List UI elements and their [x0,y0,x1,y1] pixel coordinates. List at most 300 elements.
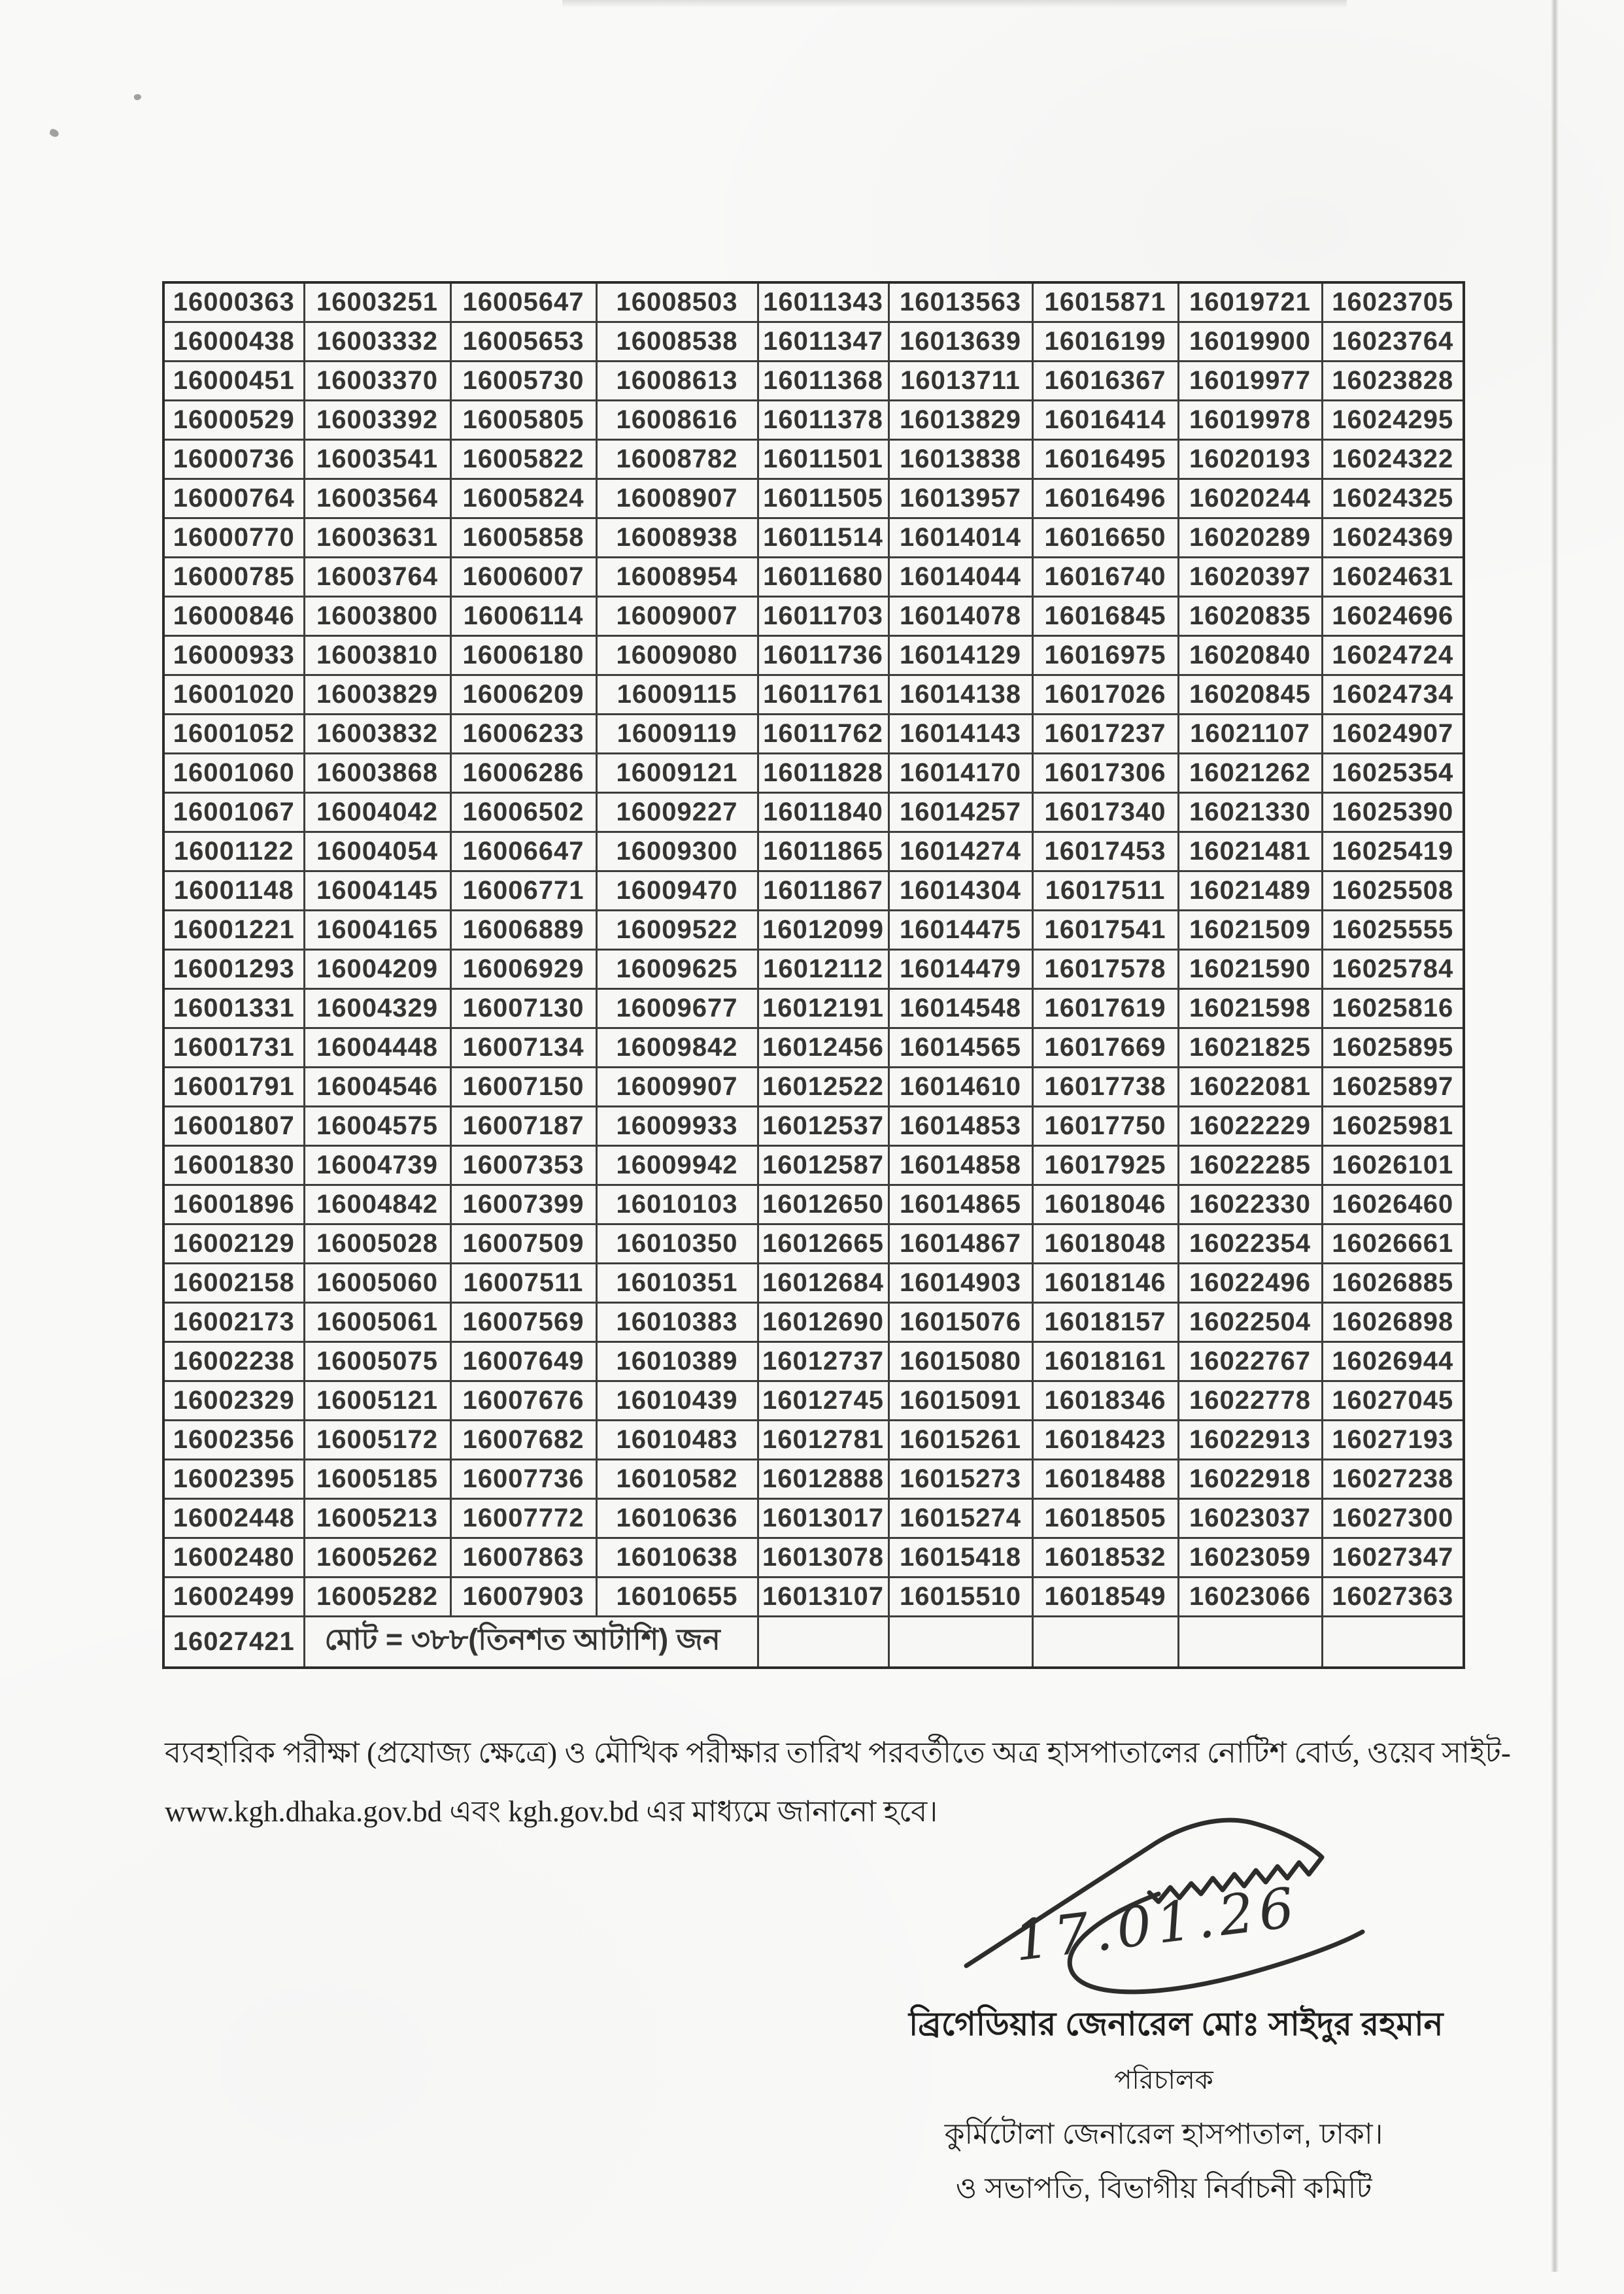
roll-cell: 16014858 [888,1146,1032,1185]
signature-date: 17.01.26 [1010,1875,1303,1974]
roll-cell: 16003564 [304,479,450,518]
roll-cell: 16005730 [450,362,596,401]
roll-cell: 16014143 [888,715,1032,754]
roll-cell: 16009942 [596,1146,758,1185]
roll-cell: 16024734 [1322,675,1464,715]
roll-cell: 16009625 [596,950,758,989]
roll-cell: 16003392 [304,401,450,440]
roll-cell: 16014565 [888,1028,1032,1068]
roll-cell: 16026944 [1322,1342,1464,1381]
roll-cell: 16008782 [596,440,758,479]
roll-cell: 16009119 [596,715,758,754]
roll-cell: 16017738 [1032,1068,1178,1107]
roll-cell: 16014548 [888,989,1032,1028]
roll-cell: 16011505 [758,479,888,518]
roll-cell: 16006007 [450,558,596,597]
roll-cell: 16027238 [1322,1460,1464,1499]
roll-row [163,362,1464,401]
signatory-details [909,1994,1444,2215]
roll-cell: 16015261 [888,1421,1032,1460]
roll-cell: 16010638 [596,1538,758,1577]
roll-cell: 16009121 [596,754,758,793]
roll-cell: 16005213 [304,1499,450,1538]
roll-cell: 16003370 [304,362,450,401]
signatory-designation: পরিচালক [1114,2066,1213,2095]
roll-row [163,1303,1464,1342]
roll-row [163,754,1464,793]
roll-cell: 16005028 [304,1224,450,1264]
roll-cell: 16022918 [1178,1460,1322,1499]
roll-cell: 16027347 [1322,1538,1464,1577]
roll-cell: 16000363 [163,282,304,322]
scan-speck [49,128,60,138]
roll-cell: 16011378 [758,401,888,440]
roll-cell: 16016199 [1032,322,1178,362]
roll-cell: 16027363 [1322,1577,1464,1617]
roll-cell: 16024724 [1322,636,1464,675]
roll-cell: 16002158 [163,1264,304,1303]
roll-cell: 16011828 [758,754,888,793]
roll-cell: 16023066 [1178,1577,1322,1617]
roll-cell: 16019977 [1178,362,1322,401]
roll-cell: 16022504 [1178,1303,1322,1342]
roll-cell: 16016495 [1032,440,1178,479]
empty-cell [888,1617,1032,1668]
roll-cell: 16014867 [888,1224,1032,1264]
roll-cell: 16022767 [1178,1342,1322,1381]
roll-cell: 16021489 [1178,871,1322,911]
roll-cell: 16003868 [304,754,450,793]
roll-cell: 16025419 [1322,832,1464,871]
roll-row [163,322,1464,362]
roll-cell: 16013711 [888,362,1032,401]
roll-cell: 16000785 [163,558,304,597]
roll-cell: 16018046 [1032,1185,1178,1224]
roll-cell: 16007676 [450,1381,596,1421]
roll-cell: 16009470 [596,871,758,911]
roll-cell: 16020397 [1178,558,1322,597]
roll-cell: 16000438 [163,322,304,362]
roll-cell: 16012522 [758,1068,888,1107]
roll-cell: 16025354 [1322,754,1464,793]
roll-cell: 16011865 [758,832,888,871]
roll-cell: 16010350 [596,1224,758,1264]
roll-cell: 16008613 [596,362,758,401]
roll-cell: 16025981 [1322,1107,1464,1146]
roll-row [163,597,1464,636]
roll-cell: 16021481 [1178,832,1322,871]
roll-cell: 16006771 [450,871,596,911]
roll-cell: 16008907 [596,479,758,518]
roll-row [163,675,1464,715]
roll-cell: 16012587 [758,1146,888,1185]
roll-cell: 16000736 [163,440,304,479]
roll-cell: 16011736 [758,636,888,675]
roll-cell: 16026101 [1322,1146,1464,1185]
roll-cell: 16010383 [596,1303,758,1342]
roll-row [163,1381,1464,1421]
roll-cell: 16005172 [304,1421,450,1460]
roll-cell: 16011762 [758,715,888,754]
roll-cell: 16026885 [1322,1264,1464,1303]
roll-row [163,636,1464,675]
roll-cell: 16006209 [450,675,596,715]
roll-cell: 16012737 [758,1342,888,1381]
roll-cell: 16016367 [1032,362,1178,401]
roll-cell: 16009677 [596,989,758,1028]
roll-cell: 16026661 [1322,1224,1464,1264]
roll-cell: 16001807 [163,1107,304,1146]
roll-cell: 16001896 [163,1185,304,1224]
roll-cell: 16011347 [758,322,888,362]
roll-cell: 16008616 [596,401,758,440]
roll-cell: 16001060 [163,754,304,793]
roll-cell: 16007134 [450,1028,596,1068]
roll-cell: 16003332 [304,322,450,362]
footer-note-line2: www.kgh.dhaka.gov.bd এবং kgh.gov.bd এর মাধ্যমে জানানো হবে। [165,1795,938,1828]
roll-cell: 16013957 [888,479,1032,518]
roll-cell: 16012191 [758,989,888,1028]
roll-cell: 16005121 [304,1381,450,1421]
roll-cell: 16024631 [1322,558,1464,597]
roll-cell: 16013838 [888,440,1032,479]
roll-cell: 16007569 [450,1303,596,1342]
roll-row [163,518,1464,558]
roll-cell: 16012781 [758,1421,888,1460]
signatory-name: ব্রিগেডিয়ার জেনারেল মোঃ সাইদুর রহমান [909,2006,1444,2042]
roll-row [163,1185,1464,1224]
roll-cell: 16005185 [304,1460,450,1499]
roll-cell: 16013078 [758,1538,888,1577]
roll-cell: 16012888 [758,1460,888,1499]
roll-cell: 16011501 [758,440,888,479]
roll-cell: 16009300 [596,832,758,871]
roll-row [163,479,1464,518]
roll-cell: 16017237 [1032,715,1178,754]
roll-cell: 16001148 [163,871,304,911]
roll-cell: 16006180 [450,636,596,675]
roll-cell: 16011703 [758,597,888,636]
roll-cell: 16011368 [758,362,888,401]
roll-cell: 16016740 [1032,558,1178,597]
roll-cell: 16018549 [1032,1577,1178,1617]
roll-cell: 16021598 [1178,989,1322,1028]
roll-cell: 16012690 [758,1303,888,1342]
roll-cell: 16004842 [304,1185,450,1224]
roll-cell: 16021262 [1178,754,1322,793]
roll-cell: 16000529 [163,401,304,440]
roll-cell: 16019721 [1178,282,1322,322]
roll-cell: 16015080 [888,1342,1032,1381]
roll-cell: 16021509 [1178,911,1322,950]
roll-cell: 16015091 [888,1381,1032,1421]
scan-top-smudge [562,0,1347,8]
roll-cell: 16013107 [758,1577,888,1617]
roll-row [163,989,1464,1028]
roll-cell: 16017925 [1032,1146,1178,1185]
roll-cell: 16027193 [1322,1421,1464,1460]
roll-row [163,1538,1464,1577]
roll-cell: 16016845 [1032,597,1178,636]
roll-cell: 16011840 [758,793,888,832]
roll-cell: 16010582 [596,1460,758,1499]
roll-cell: 16007772 [450,1499,596,1538]
roll-cell: 16004209 [304,950,450,989]
roll-cell: 16027045 [1322,1381,1464,1421]
roll-row [163,1499,1464,1538]
roll-cell: 16001830 [163,1146,304,1185]
roll-cell: 16000770 [163,518,304,558]
roll-cell: 16021825 [1178,1028,1322,1068]
scan-speck [133,93,142,101]
roll-cell: 16017541 [1032,911,1178,950]
roll-cell: 16007863 [450,1538,596,1577]
roll-cell: 16020193 [1178,440,1322,479]
roll-cell: 16017306 [1032,754,1178,793]
empty-cell [1032,1617,1178,1668]
roll-cell: 16014853 [888,1107,1032,1146]
roll-cell: 16010389 [596,1342,758,1381]
roll-row [163,871,1464,911]
roll-cell: 16013829 [888,401,1032,440]
roll-cell: 16010351 [596,1264,758,1303]
roll-cell: 16007511 [450,1264,596,1303]
roll-cell: 16012745 [758,1381,888,1421]
roll-cell: 16011761 [758,675,888,715]
roll-cell: 16011680 [758,558,888,597]
roll-cell: 16014304 [888,871,1032,911]
roll-cell: 16015418 [888,1538,1032,1577]
signatory-organization: কুর্মিটোলা জেনারেল হাসপাতাল, ঢাকা। [944,2118,1383,2150]
roll-cell: 16020289 [1178,518,1322,558]
roll-cell: 16005262 [304,1538,450,1577]
roll-cell: 16010483 [596,1421,758,1460]
roll-cell: 16007649 [450,1342,596,1381]
roll-cell: 16025390 [1322,793,1464,832]
roll-row [163,1146,1464,1185]
roll-cell: 16012684 [758,1264,888,1303]
roll-cell: 16006233 [450,715,596,754]
roll-cell: 16020835 [1178,597,1322,636]
roll-cell: 16003541 [304,440,450,479]
roll-cell: 16024322 [1322,440,1464,479]
roll-cell: 16003800 [304,597,450,636]
roll-cell: 16004165 [304,911,450,950]
roll-cell: 16021107 [1178,715,1322,754]
roll-cell: 16014014 [888,518,1032,558]
roll-cell: 16010636 [596,1499,758,1538]
roll-cell: 16000846 [163,597,304,636]
roll-cell: 16009007 [596,597,758,636]
roll-cell: 16006929 [450,950,596,989]
roll-cell: 16009522 [596,911,758,950]
roll-cell: 16025897 [1322,1068,1464,1107]
roll-cell: 16018505 [1032,1499,1178,1538]
roll-cell: 16019978 [1178,401,1322,440]
roll-cell: 16005647 [450,282,596,322]
roll-cell: 16000451 [163,362,304,401]
roll-cell: 16004739 [304,1146,450,1185]
roll-cell: 16014475 [888,911,1032,950]
roll-cell: 16024295 [1322,401,1464,440]
roll-cell: 16014610 [888,1068,1032,1107]
roll-row [163,282,1464,322]
roll-cell: 16009227 [596,793,758,832]
roll-row [163,1421,1464,1460]
roll-cell: 16003764 [304,558,450,597]
roll-cell: 16021330 [1178,793,1322,832]
roll-cell: 16001221 [163,911,304,950]
roll-cell: 16009907 [596,1068,758,1107]
roll-row [163,440,1464,479]
roll-cell: 16023037 [1178,1499,1322,1538]
roll-cell: 16009933 [596,1107,758,1146]
signatory-role: ও সভাপতি, বিভাগীয় নির্বাচনী কমিটি [955,2172,1372,2204]
roll-cell: 16011343 [758,282,888,322]
roll-cell: 16012456 [758,1028,888,1068]
roll-cell: 16025895 [1322,1028,1464,1068]
roll-cell: 16005653 [450,322,596,362]
roll-cell: 16014170 [888,754,1032,793]
roll-cell: 16012112 [758,950,888,989]
roll-cell: 16015273 [888,1460,1032,1499]
roll-cell: 16002395 [163,1460,304,1499]
roll-cell: 16000764 [163,479,304,518]
roll-cell: 16024907 [1322,715,1464,754]
roll-cell: 16014903 [888,1264,1032,1303]
roll-cell: 16006647 [450,832,596,871]
roll-cell: 16027300 [1322,1499,1464,1538]
roll-cell: 16016975 [1032,636,1178,675]
roll-cell: 16006114 [450,597,596,636]
roll-cell: 16005282 [304,1577,450,1617]
roll-cell: 16012099 [758,911,888,950]
roll-cell: 16027421 [163,1617,304,1668]
roll-cell: 16022285 [1178,1146,1322,1185]
roll-cell: 16010103 [596,1185,758,1224]
roll-cell: 16012537 [758,1107,888,1146]
roll-cell: 16004575 [304,1107,450,1146]
roll-cell: 16001122 [163,832,304,871]
roll-cell: 16018157 [1032,1303,1178,1342]
summary-row [163,1617,1464,1668]
roll-cell: 16007353 [450,1146,596,1185]
roll-cell: 16018488 [1032,1460,1178,1499]
roll-cell: 16016496 [1032,479,1178,518]
roll-row [163,1577,1464,1617]
roll-cell: 16017026 [1032,675,1178,715]
roll-cell: 16002238 [163,1342,304,1381]
roll-cell: 16024696 [1322,597,1464,636]
roll-cell: 16017619 [1032,989,1178,1028]
roll-cell: 16022496 [1178,1264,1322,1303]
roll-cell: 16023059 [1178,1538,1322,1577]
roll-cell: 16005075 [304,1342,450,1381]
roll-row [163,1028,1464,1068]
roll-cell: 16016414 [1032,401,1178,440]
roll-cell: 16017669 [1032,1028,1178,1068]
roll-cell: 16022354 [1178,1224,1322,1264]
roll-cell: 16014865 [888,1185,1032,1224]
roll-row [163,1068,1464,1107]
footer-note-line1: ব্যবহারিক পরীক্ষা (প্রযোজ্য ক্ষেত্রে) ও মৌখিক পরীক্ষার তারিখ পরবর্তীতে অত্র হাসপাতালের নোটিশ বোর্ড, ওয়েব সাইট- [165,1736,1511,1769]
roll-cell: 16016650 [1032,518,1178,558]
roll-cell: 16018161 [1032,1342,1178,1381]
roll-cell: 16008938 [596,518,758,558]
empty-cell [758,1617,888,1668]
roll-cell: 16001331 [163,989,304,1028]
roll-cell: 16002480 [163,1538,304,1577]
roll-cell: 16007399 [450,1185,596,1224]
roll-cell: 16006889 [450,911,596,950]
roll-cell: 16017453 [1032,832,1178,871]
roll-cell: 16014078 [888,597,1032,636]
roll-cell: 16005858 [450,518,596,558]
roll-cell: 16001020 [163,675,304,715]
roll-row [163,1460,1464,1499]
roll-number-table [162,281,1465,1669]
roll-cell: 16017750 [1032,1107,1178,1146]
roll-cell: 16025816 [1322,989,1464,1028]
roll-cell: 16003829 [304,675,450,715]
roll-cell: 16013017 [758,1499,888,1538]
roll-cell: 16020840 [1178,636,1322,675]
roll-cell: 16001052 [163,715,304,754]
roll-cell: 16014129 [888,636,1032,675]
roll-cell: 16002329 [163,1381,304,1421]
roll-cell: 16002173 [163,1303,304,1342]
roll-cell: 16002129 [163,1224,304,1264]
roll-cell: 16005805 [450,401,596,440]
roll-cell: 16011514 [758,518,888,558]
roll-cell: 16018532 [1032,1538,1178,1577]
roll-cell: 16015510 [888,1577,1032,1617]
roll-cell: 16006286 [450,754,596,793]
roll-cell: 16014044 [888,558,1032,597]
roll-cell: 16014138 [888,675,1032,715]
roll-cell: 16009842 [596,1028,758,1068]
roll-cell: 16011867 [758,871,888,911]
roll-cell: 16001731 [163,1028,304,1068]
roll-cell: 16023828 [1322,362,1464,401]
roll-cell: 16003810 [304,636,450,675]
roll-cell: 16015274 [888,1499,1032,1538]
scan-crease-line [1551,0,1559,2272]
roll-cell: 16025784 [1322,950,1464,989]
roll-row [163,558,1464,597]
roll-cell: 16000933 [163,636,304,675]
roll-cell: 16003832 [304,715,450,754]
roll-cell: 16007903 [450,1577,596,1617]
roll-cell: 16017340 [1032,793,1178,832]
roll-cell: 16013639 [888,322,1032,362]
roll-row [163,1342,1464,1381]
total-count-cell: মোট = ৩৮৮(তিনশত আটাশি) জন [304,1617,758,1668]
roll-cell: 16004042 [304,793,450,832]
roll-cell: 16004054 [304,832,450,871]
roll-cell: 16020244 [1178,479,1322,518]
roll-cell: 16009080 [596,636,758,675]
roll-cell: 16005824 [450,479,596,518]
roll-cell: 16008503 [596,282,758,322]
roll-cell: 16007509 [450,1224,596,1264]
roll-cell: 16002499 [163,1577,304,1617]
roll-row [163,911,1464,950]
roll-cell: 16005822 [450,440,596,479]
roll-cell: 16002448 [163,1499,304,1538]
roll-cell: 16007736 [450,1460,596,1499]
roll-cell: 16009115 [596,675,758,715]
